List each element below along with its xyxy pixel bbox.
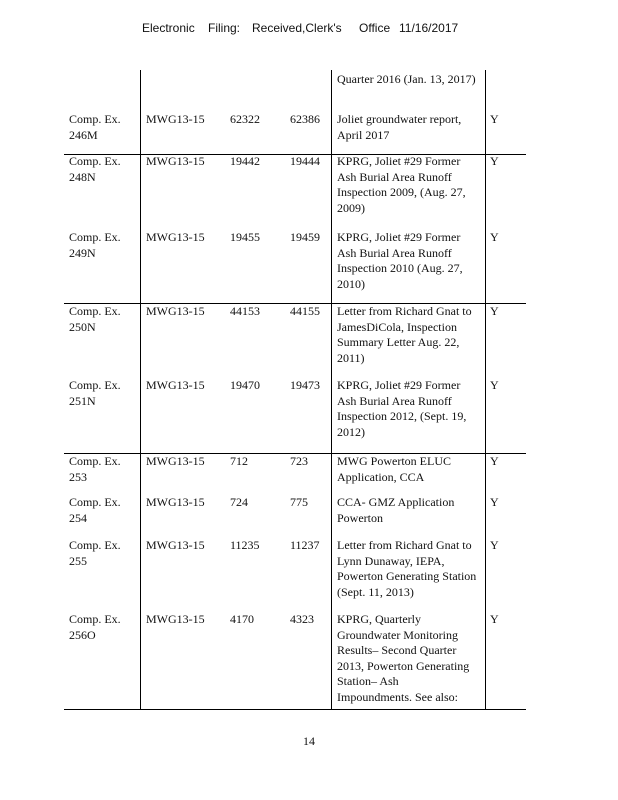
row-end-page: 44155 (290, 304, 320, 318)
row-start-page: 62322 (230, 112, 260, 126)
row-start-page: 712 (230, 454, 248, 468)
row-flag: Y (490, 112, 499, 126)
table-bottom-rule (64, 709, 526, 710)
row-flag: Y (490, 495, 499, 509)
column-rule (140, 70, 141, 710)
row-exhibit: Comp. Ex. 251N (69, 378, 121, 408)
row-start-page: 19470 (230, 378, 260, 392)
row-exhibit: Comp. Ex. 256O (69, 612, 121, 642)
row-bates-prefix: MWG13-15 (146, 378, 205, 392)
row-start-page: 19455 (230, 230, 260, 244)
row-description: Quarter 2016 (Jan. 13, 2017) (337, 72, 476, 86)
row-description: CCA- GMZ Application Powerton (337, 495, 455, 525)
row-description: Joliet groundwater report, April 2017 (337, 112, 462, 142)
row-start-page: 44153 (230, 304, 260, 318)
column-rule (331, 70, 332, 710)
header-electronic: Electronic (142, 21, 195, 35)
row-bates-prefix: MWG13-15 (146, 454, 205, 468)
header-received-clerks: Received,Clerk's (252, 21, 342, 35)
row-bates-prefix: MWG13-15 (146, 230, 205, 244)
row-flag: Y (490, 612, 499, 626)
row-start-page: 4170 (230, 612, 254, 626)
row-exhibit: Comp. Ex. 246M (69, 112, 121, 142)
header-office: Office (359, 21, 391, 35)
row-exhibit: Comp. Ex. 254 (69, 495, 121, 525)
row-bates-prefix: MWG13-15 (146, 304, 205, 318)
row-end-page: 19459 (290, 230, 320, 244)
row-description: MWG Powerton ELUC Application, CCA (337, 454, 451, 484)
row-end-page: 775 (290, 495, 308, 509)
row-flag: Y (490, 154, 499, 168)
header-date: 11/16/2017 (399, 21, 459, 35)
row-end-page: 19444 (290, 154, 320, 168)
header-filing: Filing: (208, 21, 241, 35)
row-bates-prefix: MWG13-15 (146, 112, 205, 126)
row-exhibit: Comp. Ex. 248N (69, 154, 121, 184)
row-bates-prefix: MWG13-15 (146, 154, 205, 168)
row-bates-prefix: MWG13-15 (146, 538, 205, 552)
row-description: KPRG, Joliet #29 Former Ash Burial Area Runoff Inspection 2010 (Aug. 27, 2010) (337, 230, 463, 291)
row-start-page: 11235 (230, 538, 260, 552)
row-description: Letter from Richard Gnat to Lynn Dunaway, IEPA, Powerton Generating Station (Sept. 11, 2013) (337, 538, 477, 599)
row-bates-prefix: MWG13-15 (146, 612, 205, 626)
row-description: Letter from Richard Gnat to JamesDiCola, Inspection Summary Letter Aug. 22, 2011) (337, 304, 472, 365)
row-exhibit: Comp. Ex. 255 (69, 538, 121, 568)
row-flag: Y (490, 378, 499, 392)
row-end-page: 723 (290, 454, 308, 468)
row-exhibit: Comp. Ex. 249N (69, 230, 121, 260)
row-end-page: 19473 (290, 378, 320, 392)
row-end-page: 11237 (290, 538, 320, 552)
row-description: KPRG, Joliet #29 Former Ash Burial Area Runoff Inspection 2012, (Sept. 19, 2012) (337, 378, 467, 439)
row-description: KPRG, Quarterly Groundwater Monitoring Results– Second Quarter 2013, Powerton Generating Station– Ash Impoundments. See also: (337, 612, 470, 704)
row-bates-prefix: MWG13-15 (146, 495, 205, 509)
row-flag: Y (490, 538, 499, 552)
row-start-page: 19442 (230, 154, 260, 168)
row-end-page: 4323 (290, 612, 314, 626)
row-start-page: 724 (230, 495, 248, 509)
exhibit-table (64, 70, 526, 710)
row-flag: Y (490, 304, 499, 318)
row-exhibit: Comp. Ex. 253 (69, 454, 121, 484)
row-flag: Y (490, 454, 499, 468)
row-exhibit: Comp. Ex. 250N (69, 304, 121, 334)
row-end-page: 62386 (290, 112, 320, 126)
row-description: KPRG, Joliet #29 Former Ash Burial Area Runoff Inspection 2009, (Aug. 27, 2009) (337, 154, 466, 215)
page-number: 14 (303, 734, 315, 748)
row-flag: Y (490, 230, 499, 244)
